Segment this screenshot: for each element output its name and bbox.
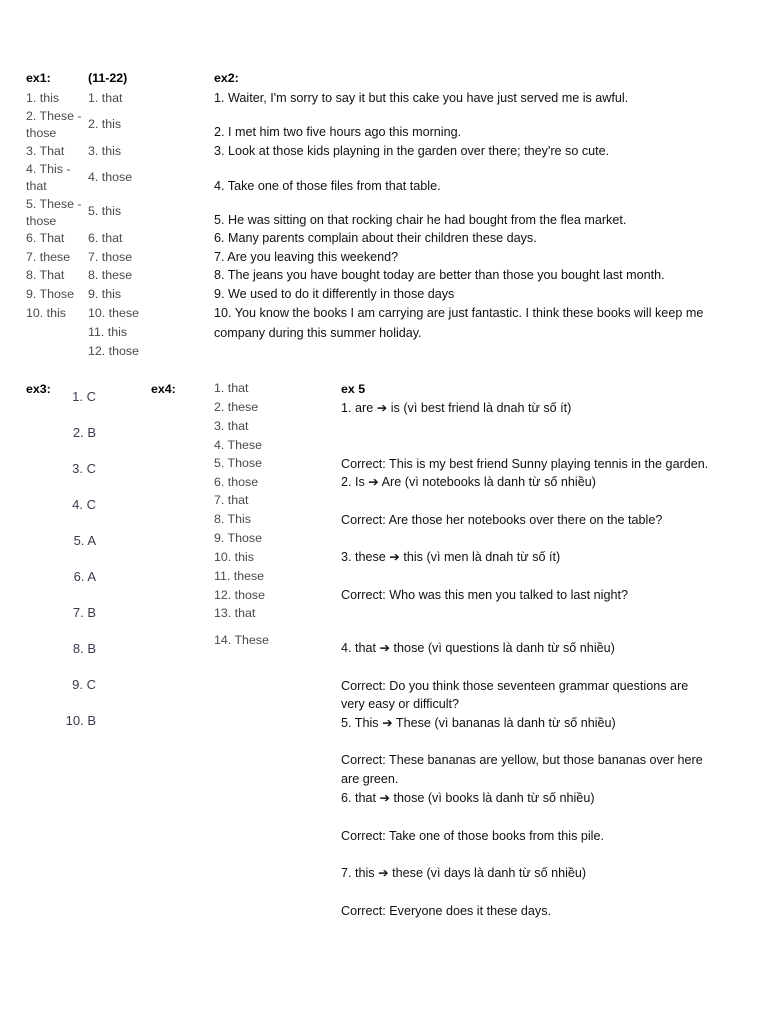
ex1-continued-answer: 9. this (88, 287, 122, 301)
ex3-answer: 8. B (72, 641, 96, 656)
ex1-answer: 8. That (26, 268, 65, 282)
ex5-correct-line: Correct: Are those her notebooks over there on the table? (341, 513, 663, 527)
ex1-answer: 7. these (26, 250, 71, 264)
ex1-answer: 6. That (26, 231, 65, 245)
ex3-answer: 4. C (72, 497, 96, 512)
ex1-answer: 10. this (26, 306, 66, 320)
ex1-continued-answer: 10. these (88, 306, 139, 320)
ex1-answer: 2. These - those (26, 109, 82, 140)
ex4-answer: 2. these (214, 400, 259, 414)
ex4-answer: 12. those (214, 588, 265, 602)
ex1-continued-label: (11-22) (88, 71, 128, 85)
ex4-answer: 5. Those (214, 456, 262, 470)
ex3-answer: 2. B (72, 425, 96, 440)
ex1-answer: 1. this (26, 91, 60, 105)
ex1-answer: 3. That (26, 144, 65, 158)
ex5-correct-line: Correct: Everyone does it these days. (341, 904, 551, 918)
ex5-correct-line: Correct: Take one of those books from this pile. (341, 829, 604, 843)
ex5-error-line: 6. that ➔ those (vì books là danh từ số nhiều) (341, 791, 595, 805)
ex3-answer: 9. C (72, 677, 96, 692)
ex5-correct-line: Correct: This is my best friend Sunny playing tennis in the garden. (341, 457, 709, 471)
ex4-answer: 9. Those (214, 531, 262, 545)
ex1-continued-answer: 12. those (88, 344, 139, 358)
ex5-correct-line: Correct: Who was this men you talked to last night? (341, 588, 628, 602)
ex5-error-line: 3. these ➔ this (vì men là dnah từ số ít) (341, 550, 561, 564)
ex5-error-line: 2. Is ➔ Are (vì notebooks là danh từ số nhiều) (341, 475, 596, 489)
ex2-answer: 9. We used to do it differently in those days (214, 287, 455, 301)
ex2-label: ex2: (214, 71, 239, 85)
ex3-answer: 7. B (72, 605, 96, 620)
ex4-answer: 1. that (214, 381, 249, 395)
ex1-continued-answer: 8. these (88, 268, 133, 282)
ex4-label: ex4: (151, 382, 176, 396)
ex5-error-line: 1. are ➔ is (vì best friend là dnah từ số ít) (341, 401, 572, 415)
ex1-continued-answer: 5. this (88, 204, 122, 218)
ex1-answer: 9. Those (26, 287, 74, 301)
ex4-answer: 8. This (214, 512, 251, 526)
ex3-label: ex3: (26, 382, 51, 396)
ex1-continued-answer: 7. those (88, 250, 133, 264)
ex4-answer: 3. that (214, 419, 249, 433)
ex3-answer: 3. C (72, 461, 96, 476)
ex4-answer: 4. These (214, 438, 262, 452)
ex1-continued-answer: 1. that (88, 91, 123, 105)
ex1-continued-answer: 11. this (88, 325, 128, 339)
ex2-answer: 5. He was sitting on that rocking chair he had bought from the flea market. (214, 213, 627, 227)
ex4-answer: 14. These (214, 633, 269, 647)
ex3-answer: 6. A (73, 569, 96, 584)
ex2-answer: 3. Look at those kids playning in the garden over there; they're so cute. (214, 144, 610, 158)
ex5-error-line: 7. this ➔ these (vì days là danh từ số nhiều) (341, 866, 587, 880)
ex3-answer: 1. C (72, 389, 96, 404)
ex1-continued-answer: 6. that (88, 231, 123, 245)
ex1-continued-answer: 2. this (88, 117, 122, 131)
ex3-answer: 5. A (73, 533, 96, 548)
ex5-error-line: 4. that ➔ those (vì questions là danh từ số nhiều) (341, 641, 615, 655)
ex2-answer: 4. Take one of those files from that table. (214, 179, 441, 193)
ex1-answer: 4. This - that (26, 162, 71, 193)
ex2-answer: 6. Many parents complain about their children these days. (214, 231, 537, 245)
ex1-label: ex1: (26, 71, 51, 85)
ex2-answer: 8. The jeans you have bought today are better than those you bought last month. (214, 268, 665, 282)
ex5-error-line: 5. This ➔ These (vì bananas là danh từ số nhiều) (341, 716, 616, 730)
ex4-answer: 6. those (214, 475, 259, 489)
ex4-answer: 11. these (214, 569, 265, 583)
ex2-answer: 10. You know the books I am carrying are just fantastic. I think these books will keep me company during this summer holiday. (214, 306, 704, 340)
ex4-answer: 13. that (214, 606, 256, 620)
ex4-answer: 7. that (214, 493, 249, 507)
ex1-continued-answer: 4. those (88, 170, 133, 184)
ex2-answer: 2. I met him two five hours ago this morning. (214, 125, 462, 139)
ex5-label: ex 5 (341, 382, 366, 396)
ex1-answer: 5. These - those (26, 197, 82, 228)
ex5-correct-line: Correct: These bananas are yellow, but those bananas over here are green. (341, 753, 703, 786)
ex5-correct-line: Correct: Do you think those seventeen grammar questions are very easy or difficult? (341, 679, 689, 711)
ex2-answer: 1. Waiter, I'm sorry to say it but this cake you have just served me is awful. (214, 91, 629, 105)
ex4-answer: 10. this (214, 550, 254, 564)
ex1-continued-answer: 3. this (88, 144, 122, 158)
ex3-answer: 10. B (65, 713, 96, 728)
ex2-answer: 7. Are you leaving this weekend? (214, 250, 399, 264)
